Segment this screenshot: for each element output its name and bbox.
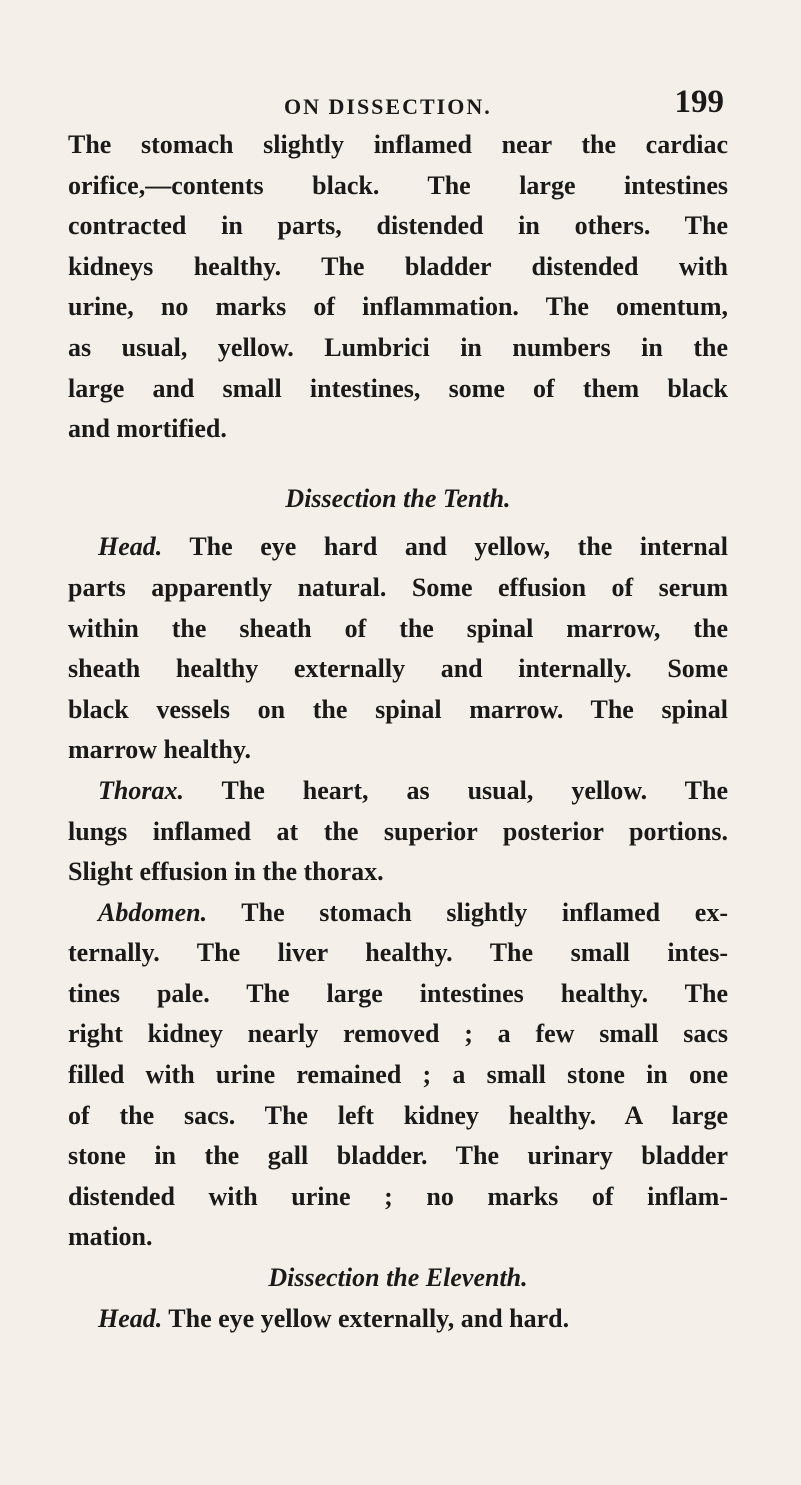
text-line: tines pale. The large intestines healthy. The [68, 978, 728, 1008]
section-heading-tenth: Dissection the Tenth. [285, 483, 511, 513]
text-line: kidneys healthy. The bladder distended with [68, 251, 728, 281]
text-line: urine, no marks of inflammation. The omentum, [68, 292, 728, 322]
text-line: filled with urine remained ; a small stone in one [68, 1060, 728, 1090]
thorax-first-line-text: The heart, as usual, yellow. The [221, 775, 728, 805]
abdomen-lead: Abdomen. [98, 897, 208, 927]
text-line: The stomach slightly inflamed near the cardiac [68, 130, 728, 159]
text-line: contracted in parts, distended in others. The [68, 211, 728, 241]
page-number: 199 [674, 84, 724, 120]
text-line: of the sacs. The left kidney healthy. A large [68, 1100, 728, 1130]
text-line: sheath healthy externally and internally. Some [68, 654, 728, 684]
text-line: Slight effusion in the thorax. [68, 857, 384, 887]
head-eleventh-first-line-text: The eye yellow externally, and hard. [168, 1303, 570, 1333]
thorax-first-line [68, 771, 728, 812]
abdomen-first-line [68, 893, 728, 934]
running-title: ON DISSECTION. [284, 94, 492, 119]
abdomen-first-line-text: The stomach slightly inflamed ex- [241, 897, 728, 927]
text-line: black vessels on the spinal marrow. The spinal [68, 694, 728, 724]
text-line: right kidney nearly removed ; a few small sacs [68, 1019, 728, 1049]
head-first-line-text: The eye hard and yellow, the internal [189, 532, 728, 562]
head-first-line [68, 527, 728, 568]
text-line: stone in the gall bladder. The urinary bladder [68, 1141, 728, 1171]
text-line: marrow healthy. [68, 735, 251, 765]
text-line: distended with urine ; no marks of inflam- [68, 1181, 728, 1211]
text-line: large and small intestines, some of them black [68, 373, 728, 403]
text-line: as usual, yellow. Lumbrici in numbers in the [68, 332, 728, 362]
text-line: mation. [68, 1222, 153, 1252]
text-line: orifice,—contents black. The large intestines [68, 170, 728, 200]
text-line: and mortified. [68, 414, 227, 444]
text-line: within the sheath of the spinal marrow, the [68, 613, 728, 643]
head-lead: Head. [98, 532, 163, 562]
thorax-lead: Thorax. [98, 775, 184, 805]
text-line: lungs inflamed at the superior posterior portions. [68, 816, 728, 846]
body-text [68, 125, 728, 1339]
section-heading-eleventh: Dissection the Eleventh. [268, 1263, 528, 1293]
head-eleventh-lead: Head. [98, 1303, 163, 1333]
running-head [70, 84, 722, 128]
head-eleventh-first-line [68, 1299, 728, 1340]
text-line: parts apparently natural. Some effusion of serum [68, 572, 728, 602]
text-line: ternally. The liver healthy. The small intes- [68, 938, 728, 968]
